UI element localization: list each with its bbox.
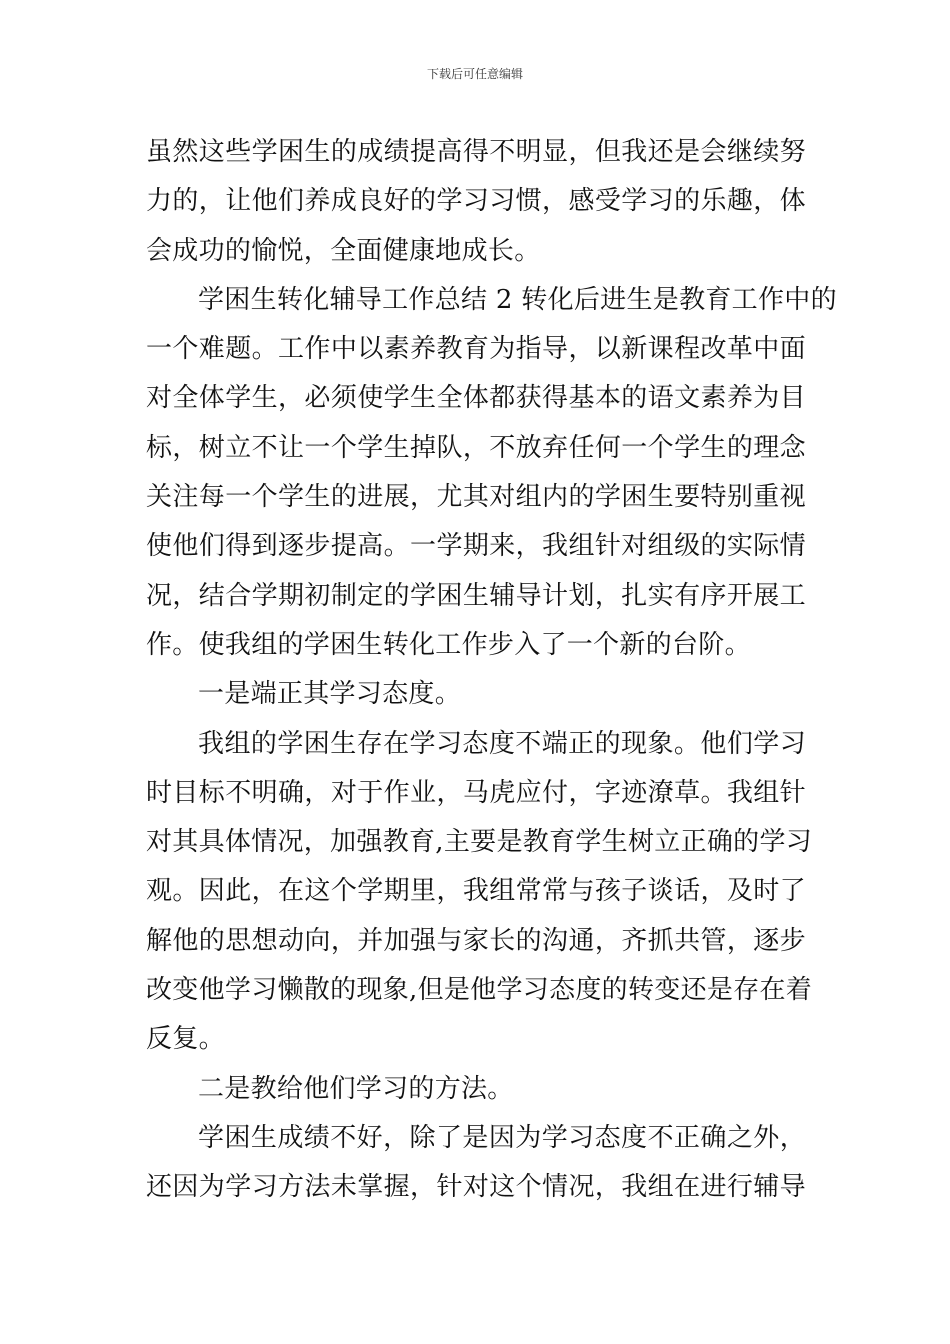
document-body [146,128,837,1213]
text-line: 作。使我组的学困生转化工作步入了一个新的台阶。 [146,629,751,660]
text-line: 解他的思想动向，并加强与家长的沟通，齐抓共管，逐步 [146,925,806,956]
text-line: 还因为学习方法未掌握，针对这个情况，我组在进行辅导 [146,1172,806,1203]
paragraph-start-line: 我组的学困生存在学习态度不端正的现象。他们学习 [198,728,806,759]
text-line: 改变他学习懒散的现象,但是他学习态度的转变还是存在着 [146,975,813,1006]
text-line: 反复。 [146,1024,225,1055]
text-line: 关注每一个学生的进展，尤其对组内的学困生要特别重视 [146,482,806,513]
section-heading: 二是教给他们学习的方法。 [198,1073,514,1104]
paragraph-start-line: 学困生成绩不好，除了是因为学习态度不正确之外， [198,1122,806,1153]
text-line: 时目标不明确，对于作业，马虎应付，字迹潦草。我组针 [146,777,806,808]
text-line: 观。因此，在这个学期里，我组常常与孩子谈话，及时了 [146,876,806,907]
paragraph-start-line: 学困生转化辅导工作总结 2 转化后进生是教育工作中的 [198,284,837,315]
text-line: 标，树立不让一个学生掉队，不放弃任何一个学生的理念 [146,432,806,463]
text-line: 使他们得到逐步提高。一学期来，我组针对组级的实际情 [146,531,806,562]
text-line: 会成功的愉悦，全面健康地成长。 [146,235,541,266]
section-heading: 一是端正其学习态度。 [198,679,462,710]
text-line: 对其具体情况，加强教育,主要是教育学生树立正确的学习 [146,827,813,858]
text-line: 一个难题。工作中以素养教育为指导，以新课程改革中面 [146,334,806,365]
text-line: 对全体学生，必须使学生全体都获得基本的语文素养为目 [146,383,806,414]
text-line: 力的，让他们养成良好的学习习惯，感受学习的乐趣，体 [146,186,806,217]
text-line: 虽然这些学困生的成绩提高得不明显，但我还是会继续努 [146,137,806,167]
text-line: 况，结合学期初制定的学困生辅导计划，扎实有序开展工 [146,580,806,611]
page-header-note: 下载后可任意编辑 [426,67,523,81]
